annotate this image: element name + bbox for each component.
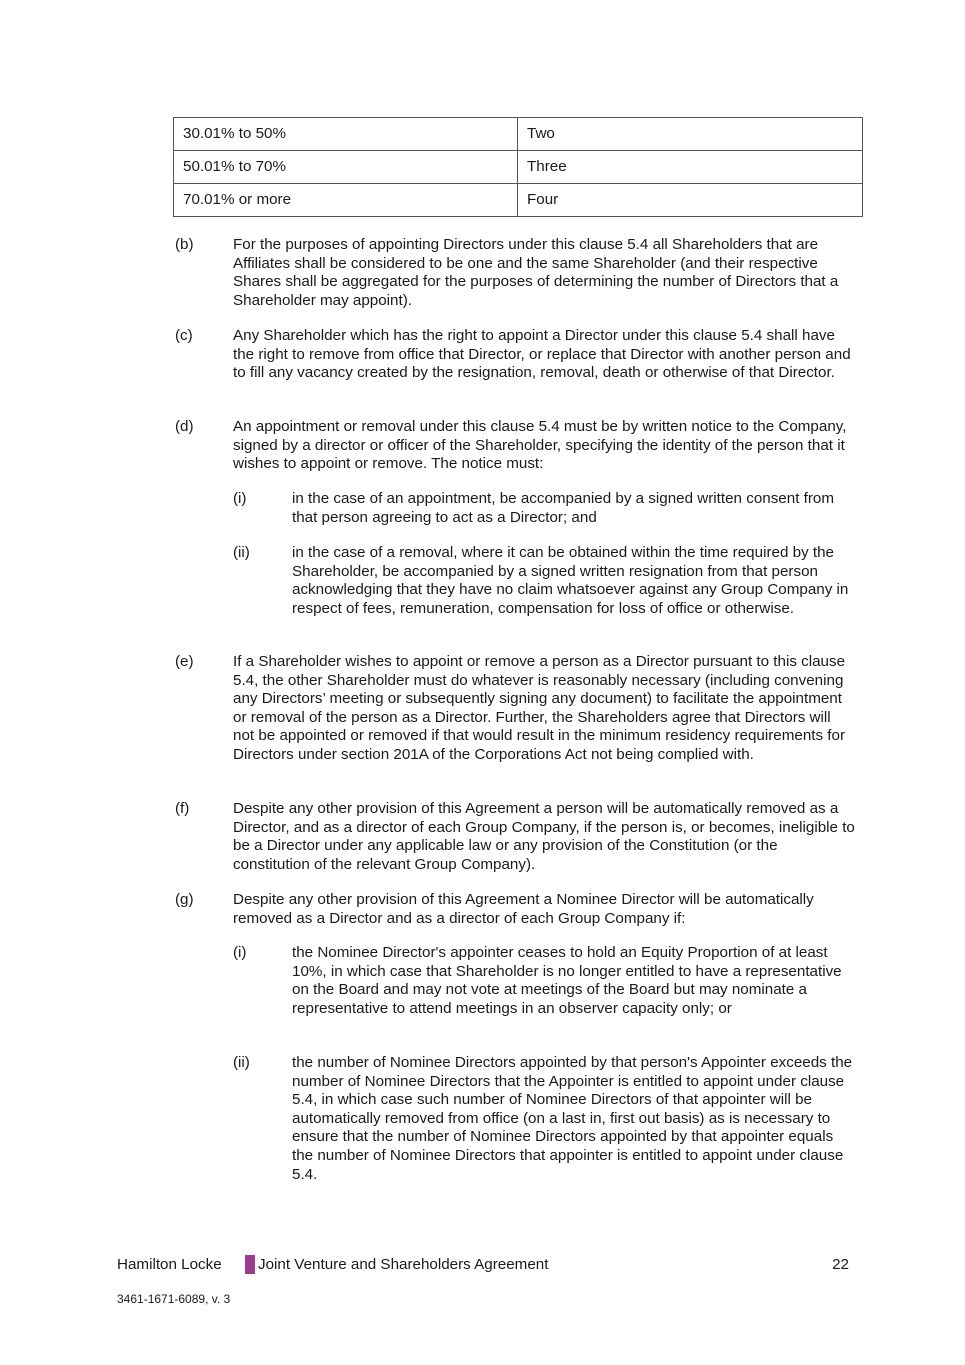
subclause-label: (ii): [233, 1054, 250, 1071]
clause-d: [175, 418, 855, 474]
page-footer: [117, 1255, 849, 1275]
table-cell-equity-range: 30.01% to 50%: [174, 118, 518, 151]
clause-label: (g): [175, 891, 194, 908]
subclause-text: the Nominee Director's appointer ceases to hold an Equity Proportion of at least 10%, in which case that Shareholder is no longer entitled to have a representative on the Board and may not vote at meetings of the Board but may nominate a representative to attend meetings in an observer capacity only; or: [292, 944, 842, 1017]
clause-g-ii: [233, 1054, 855, 1184]
clause-text: Any Shareholder which has the right to appoint a Director under this clause 5.4 shall have the right to remove from office that Director, or replace that Director with another person and to fill any vacancy created by the resignation, removal, death or otherwise of that Director.: [233, 327, 851, 382]
clause-b: [175, 236, 855, 310]
clause-label: (e): [175, 653, 194, 670]
footer-document-title: Joint Venture and Shareholders Agreement: [258, 1256, 549, 1273]
clause-c: [175, 327, 855, 383]
clause-label: (d): [175, 418, 194, 435]
clause-text: Despite any other provision of this Agreement a Nominee Director will be automatically removed as a Director and as a director of each Group Company if:: [233, 891, 814, 927]
table-row: [174, 151, 863, 184]
clause-e: [175, 653, 855, 765]
clause-g: [175, 891, 855, 928]
clause-text: If a Shareholder wishes to appoint or remove a person as a Director pursuant to this clause 5.4, the other Shareholder must do whatever is reasonably necessary (including convening any Directors’ meeting or subsequently signing any document) to facilitate the appointment or removal of the person as a Director. Further, the Shareholders agree that Directors will not be appointed or removed if that would result in the minimum residency requirements for Directors under section 201A of the Corporations Act not being complied with.: [233, 653, 846, 763]
footer-page-number: 22: [832, 1256, 849, 1273]
clause-f: [175, 800, 855, 874]
clause-d-i: [233, 490, 855, 527]
clause-label: (c): [175, 327, 193, 344]
subclause-text: the number of Nominee Directors appointed by that person's Appointer exceeds the number of Nominee Directors that the Appointer is entitled to appoint under clause 5.4, in which case such number of Nominee Directors of that appointer will be automatically removed from office (on a last in, first out basis) as is necessary to ensure that the number of Nominee Directors appointed by that appointer equals the number of Nominee Directors that appointer is entitled to appoint under clause 5.4.: [292, 1054, 853, 1183]
document-reference: 3461-1671-6089, v. 3: [117, 1292, 231, 1306]
subclause-text: in the case of a removal, where it can be obtained within the time required by the Shareholder, be accompanied by a signed written resignation from that person acknowledging that they have no claim whatsoever against any Group Company in respect of fees, remuneration, compensation for loss of office or otherwise.: [292, 544, 849, 617]
table-cell-equity-range: 70.01% or more: [174, 184, 518, 217]
clause-label: (f): [175, 800, 190, 817]
table-cell-equity-range: 50.01% to 70%: [174, 151, 518, 184]
table-row: [174, 184, 863, 217]
clause-d-ii: [233, 544, 855, 618]
footer-accent-bar: [245, 1255, 255, 1274]
table-cell-director-count: Four: [518, 184, 863, 217]
subclause-label: (i): [233, 490, 247, 507]
table-row: [174, 118, 863, 151]
subclause-text: in the case of an appointment, be accompanied by a signed written consent from that person agreeing to act as a Director; and: [292, 490, 835, 526]
clause-text: An appointment or removal under this clause 5.4 must be by written notice to the Company, signed by a director or officer of the Shareholder, specifying the identity of the person that it wishes to appoint or remove. The notice must:: [233, 418, 847, 473]
clause-g-i: [233, 944, 855, 1018]
subclause-label: (ii): [233, 544, 250, 561]
clause-text: For the purposes of appointing Directors under this clause 5.4 all Shareholders that are Affiliates shall be considered to be one and the same Shareholder (and their respective Shares shall be aggregated for the purposes of determining the number of Directors that a Shareholder may appoint).: [233, 236, 839, 309]
clause-label: (b): [175, 236, 194, 253]
table-cell-director-count: Three: [518, 151, 863, 184]
footer-firm-name: Hamilton Locke: [117, 1256, 222, 1273]
subclause-label: (i): [233, 944, 247, 961]
equity-director-table: [173, 117, 863, 217]
clause-text: Despite any other provision of this Agreement a person will be automatically removed as a Director, and as a director of each Group Company, if the person is, or becomes, ineligible to be a Director under any applicable law or any provision of the Constitution (or the constitution of the relevant Group Company).: [233, 800, 855, 873]
table-cell-director-count: Two: [518, 118, 863, 151]
